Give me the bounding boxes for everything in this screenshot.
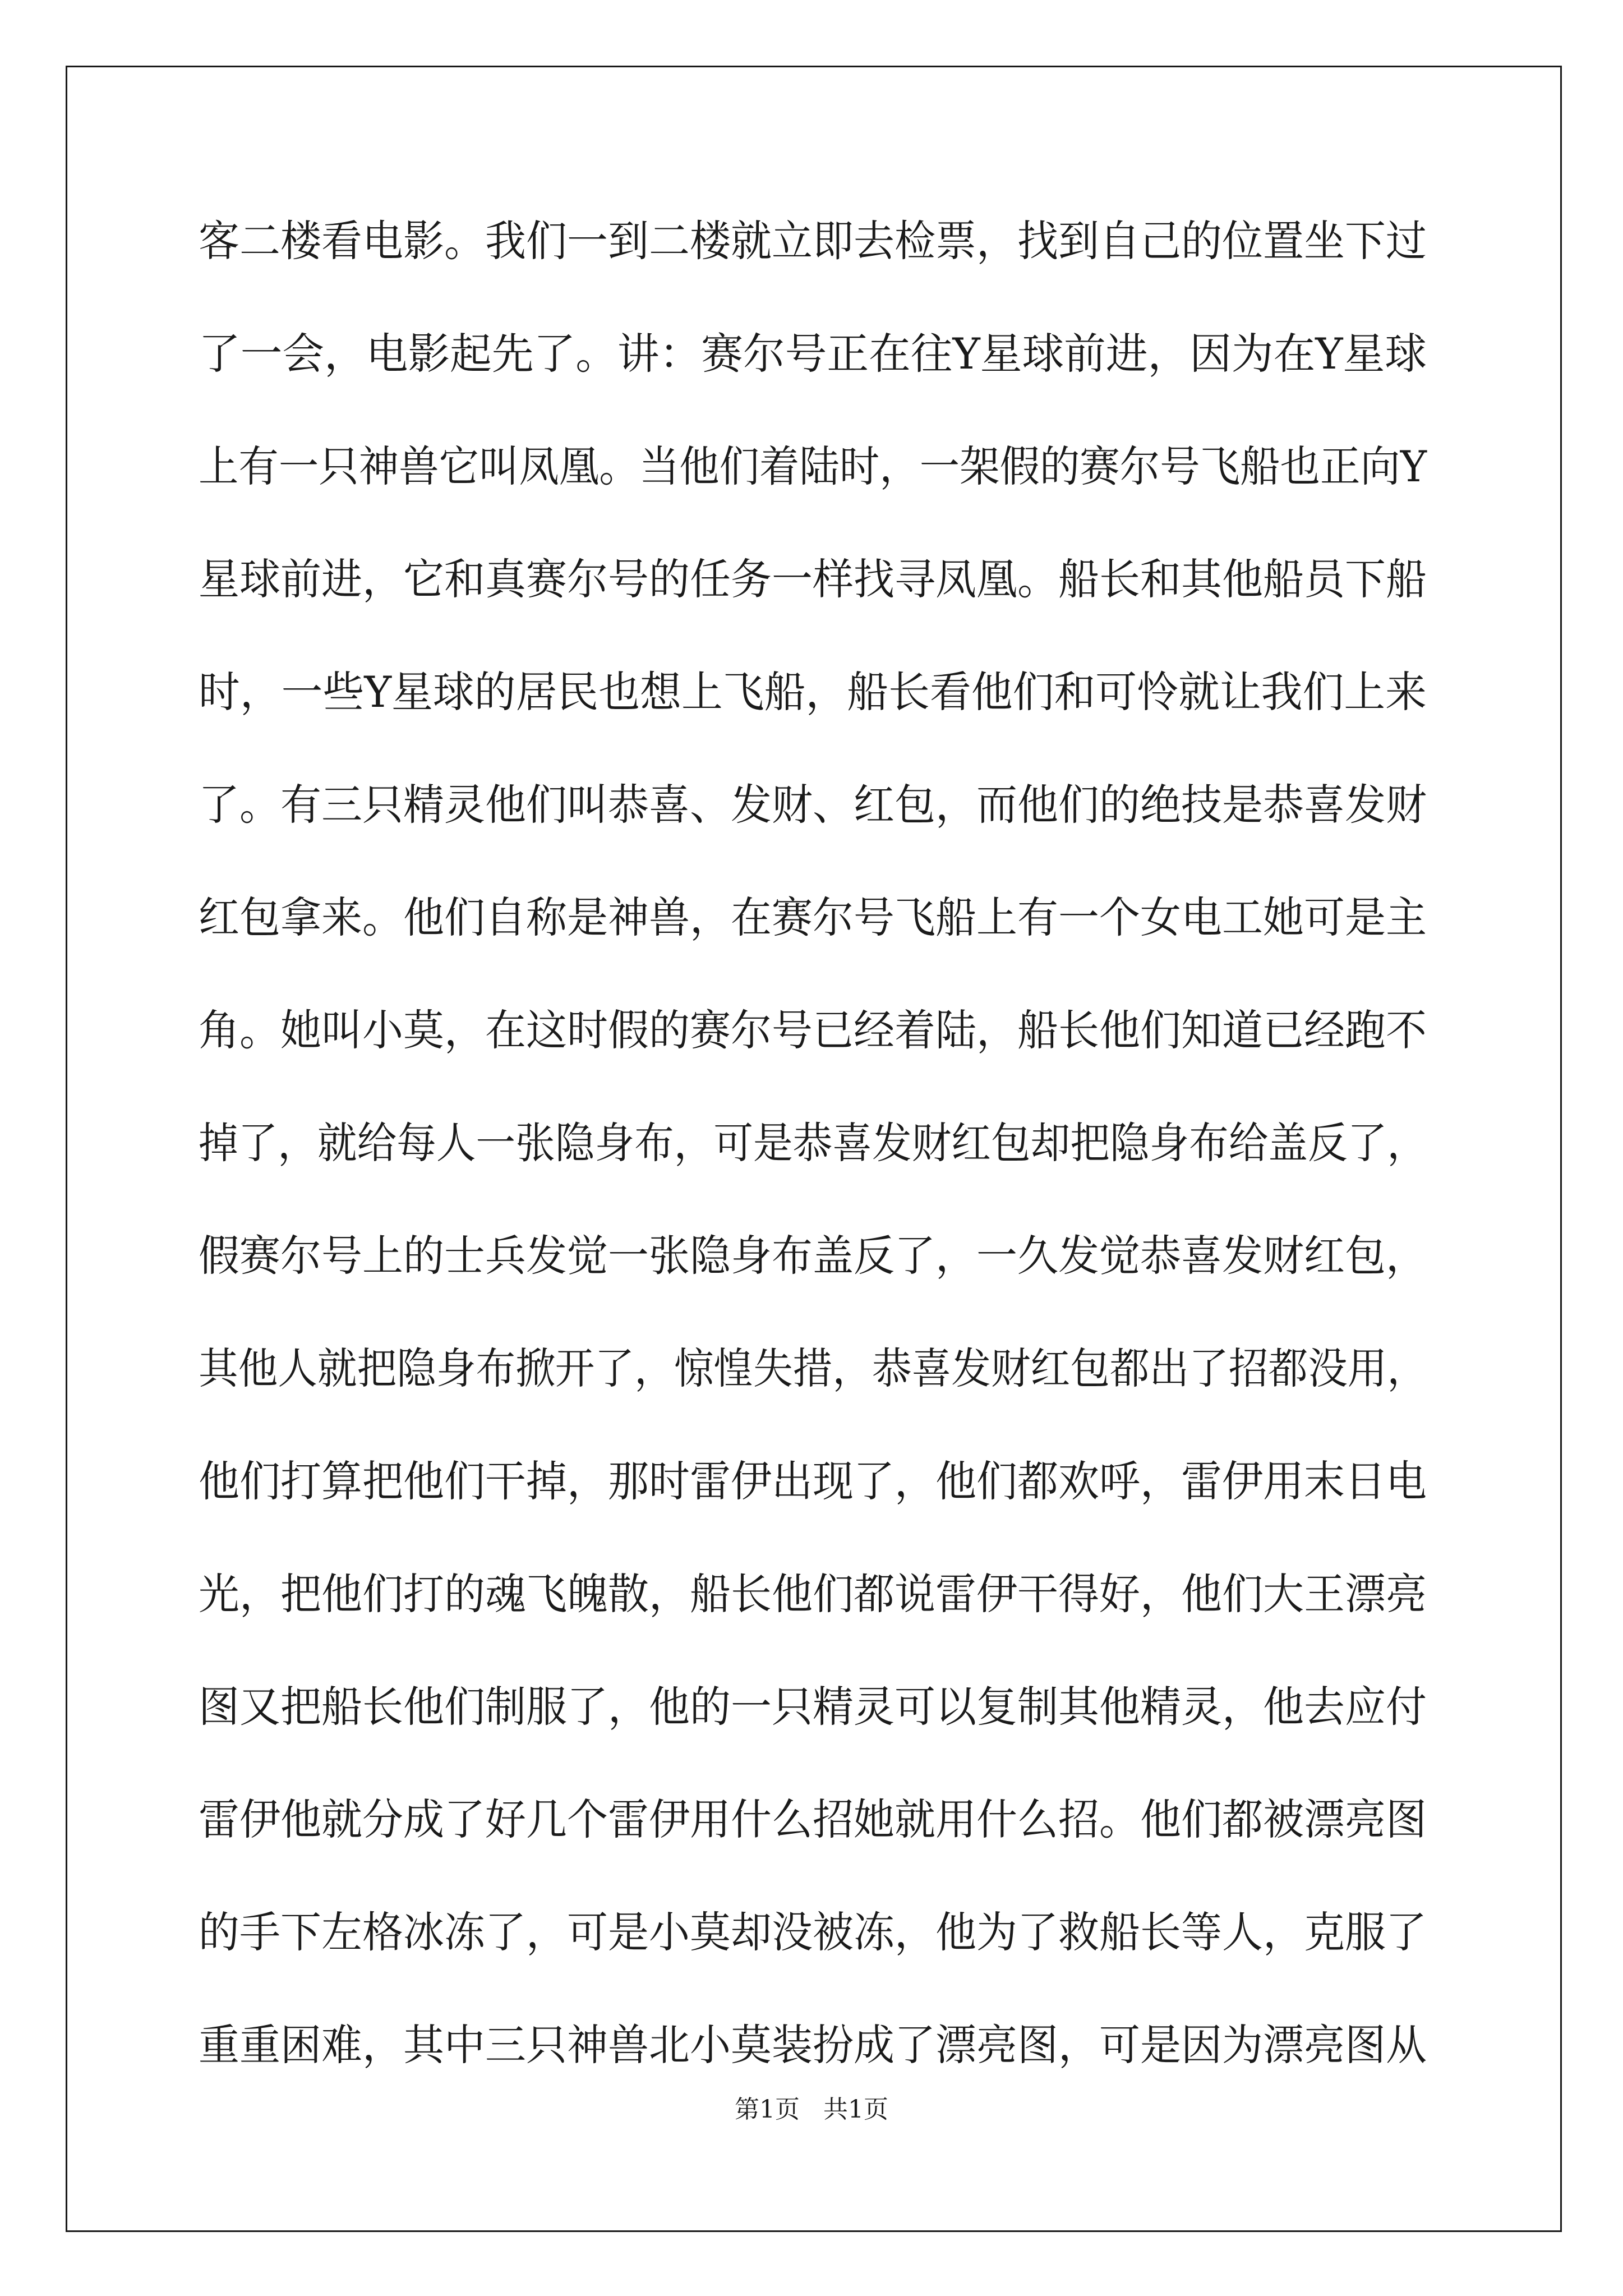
document-body bbox=[199, 214, 1427, 2131]
text-line: 图又把船长他们制服了，他的一只精灵可以复制其他精灵，他去应付 bbox=[199, 1682, 1427, 1732]
text-line: 的手下左格冰冻了，可是小莫却没被冻，他为了救船长等人，克服了 bbox=[199, 1907, 1427, 1957]
text-line: 客二楼看电影。我们一到二楼就立即去检票，找到自己的位置坐下过 bbox=[199, 216, 1427, 266]
text-line: 假赛尔号上的士兵发觉一张隐身布盖反了，一久发觉恭喜发财红包， bbox=[199, 1231, 1427, 1281]
text-line: 了一会，电影起先了。讲：赛尔号正在往Y星球前进，因为在Y星球 bbox=[199, 329, 1427, 379]
text-line: 时，一些Y星球的居民也想上飞船，船长看他们和可怜就让我们上来 bbox=[199, 667, 1427, 717]
text-line: 红包拿来。他们自称是神兽，在赛尔号飞船上有一个女电工她可是主 bbox=[199, 892, 1427, 942]
text-line: 掉了，就给每人一张隐身布，可是恭喜发财红包却把隐身布给盖反了， bbox=[199, 1118, 1427, 1168]
text-line: 其他人就把隐身布掀开了，惊惶失措，恭喜发财红包都出了招都没用， bbox=[199, 1343, 1427, 1393]
text-line: 重重困难，其中三只神兽北小莫装扮成了漂亮图，可是因为漂亮图从 bbox=[199, 2020, 1427, 2070]
text-line: 光，把他们打的魂飞魄散，船长他们都说雷伊干得好，他们大王漂亮 bbox=[199, 1569, 1427, 1619]
text-line: 他们打算把他们干掉，那时雷伊出现了，他们都欢呼，雷伊用末日电 bbox=[199, 1456, 1427, 1506]
text-line: 角。她叫小莫，在这时假的赛尔号已经着陆，船长他们知道已经跑不 bbox=[199, 1005, 1427, 1055]
text-line: 了。有三只精灵他们叫恭喜、发财、红包，而他们的绝技是恭喜发财 bbox=[199, 780, 1427, 830]
text-line: 星球前进，它和真赛尔号的任务一样找寻凤凰。船长和其他船员下船 bbox=[199, 554, 1427, 604]
text-line: 雷伊他就分成了好几个雷伊用什么招她就用什么招。他们都被漂亮图 bbox=[199, 1795, 1427, 1844]
text-line: 上有一只神兽它叫凤凰。当他们着陆时，一架假的赛尔号飞船也正向Y bbox=[199, 441, 1427, 491]
page-number-footer: 第1页 共1页 bbox=[735, 2095, 888, 2124]
